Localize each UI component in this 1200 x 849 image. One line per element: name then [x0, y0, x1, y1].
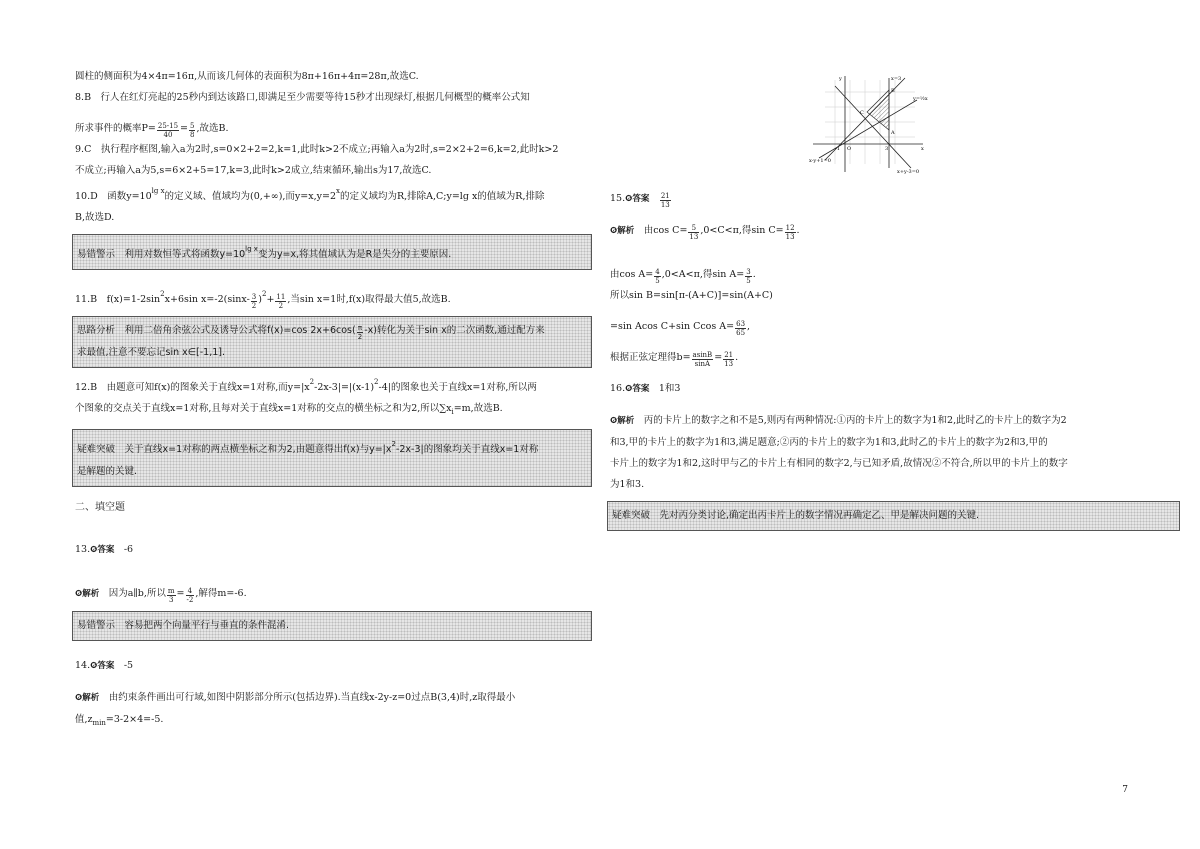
q16-answer [610, 378, 1180, 400]
text: 答案 [97, 661, 115, 671]
numerator: 5 [190, 122, 195, 130]
denominator: 5 [655, 277, 660, 285]
subscript: min [92, 719, 106, 727]
text: 根据正弦定理得b= [610, 352, 691, 363]
text: 解析 [617, 226, 635, 236]
text: 10.D 函数y=10 [75, 191, 152, 202]
text: . [735, 352, 739, 363]
q8-answer-line [75, 118, 592, 139]
fraction [723, 351, 734, 368]
spacer [75, 108, 592, 118]
text: ,当sin x=1时,f(x)取得最大值5,故选B. [287, 294, 451, 305]
spacer [75, 561, 592, 583]
text: 思路分析 利用二倍角余弦公式及诱导公式将f(x)=cos 2x+6cos [77, 325, 352, 336]
answer-label: ❻答案 [625, 384, 650, 394]
text: 答案 [97, 545, 115, 555]
text: 易错警示 利用对数恒等式将函数y=10 [77, 249, 246, 260]
text: -2x-3|的图象均关于直线x=1对称 [395, 444, 539, 455]
box-text: 疑难突破 先对丙分类讨论,确定出丙卡片上的数字情况再确定乙、甲是解决问题的关键. [612, 510, 980, 521]
question-number: 15. [610, 193, 626, 204]
numerator: π [357, 324, 363, 332]
error-warning-box [72, 611, 592, 641]
spacer [610, 337, 1180, 347]
text: 的定义域、值域均为(0,+∞),而y=x,y=2 [164, 191, 336, 202]
fraction [189, 122, 195, 139]
superscript: lg x [151, 187, 165, 195]
text: 的定义域均为R,排除A,C;y=lg x的值域为R,排除 [339, 191, 545, 202]
q15-analysis-3: 所以sin B=sin[π-(A+C)]=sin(A+C) [610, 290, 773, 301]
text: 答案 [632, 384, 650, 394]
text: 由cos C= [643, 225, 688, 236]
label-O: O [847, 146, 852, 152]
answer-value: 1和3 [658, 383, 681, 394]
text: x+6sin x=-2 [164, 294, 224, 305]
text: =sin Acos C+sin Ccos A= [610, 321, 735, 332]
text: 11.B f(x)=1-2sin [75, 294, 161, 305]
error-warning-box [72, 234, 592, 270]
text: 12.B 由题意可知f(x)的图象关于直线x=1对称,而y=|x [75, 382, 310, 393]
text: = [180, 123, 189, 134]
fraction [275, 293, 286, 310]
text: 因为a∥b,所以 [108, 588, 166, 599]
text: 解析 [617, 416, 635, 426]
page-number: 7 [1122, 785, 1128, 795]
spacer [610, 306, 1180, 316]
fraction [688, 224, 699, 241]
question-number: 13. [75, 544, 91, 555]
numerator: 25-15 [157, 122, 179, 130]
box-text: 求最值,注意不要忘记sin x∈[-1,1]. [77, 347, 226, 358]
q15-analysis-4 [610, 316, 1180, 337]
spacer [75, 677, 592, 687]
text: ,0<A<π,得sin A= [661, 269, 745, 280]
left-column [75, 66, 592, 734]
text: =3-2×4=-5. [105, 714, 164, 725]
denominator: 40 [163, 131, 173, 139]
numerator: 21 [660, 192, 670, 200]
answer-label: ❻答案 [90, 545, 115, 555]
text: 转化为关于sin x的二次函数,通过配方来 [376, 325, 545, 336]
fraction [357, 324, 363, 341]
superscript: 2 [261, 290, 267, 298]
difficulty-box [72, 429, 592, 487]
denominator: 65 [736, 329, 746, 337]
spacer [610, 400, 1180, 410]
analysis-box [72, 316, 592, 368]
answer-value: -5 [123, 660, 134, 671]
q8-line: 8.B 行人在红灯亮起的25秒内到达该路口,即满足至少需要等待15秒才出现绿灯,根据几何概型的概率公式知 [75, 92, 530, 103]
q9-line: 9.C 执行程序框图,输入a为2时,s=0×2+2=2,k=1,此时k>2不成立;再输入a为2时,s=2×2+2=6,k=2,此时k>2 [75, 144, 559, 155]
q16-analysis-4: 为1和3. [610, 479, 645, 490]
text: 答案 [632, 194, 650, 204]
q10-line-2: B,故选D. [75, 212, 115, 223]
subscript: i [451, 408, 454, 416]
label-B: B [891, 88, 895, 94]
fraction [654, 268, 660, 285]
text: 值,z [75, 714, 93, 725]
q14-analysis [75, 687, 592, 709]
denominator: -2 [186, 596, 194, 604]
analysis-label: ❻解析 [75, 693, 100, 703]
q14-answer [75, 655, 592, 677]
q9-line-2: 不成立;再输入a为5,s=6×2+5=17,k=3,此时k>2成立,结束循环,输出s为17,故选C. [75, 165, 432, 176]
answer-value: -6 [123, 544, 134, 555]
text: 由cos A= [610, 269, 654, 280]
q12-line [75, 372, 592, 398]
label-3: 3 [885, 146, 889, 152]
text: 解析 [82, 589, 100, 599]
text: , [747, 321, 751, 332]
fraction [167, 587, 176, 604]
numerator: 63 [736, 320, 746, 328]
denominator: 5 [746, 277, 751, 285]
denominator: 13 [689, 233, 699, 241]
text: . [752, 269, 756, 280]
numerator: 21 [724, 351, 734, 359]
text: =m,故选B. [453, 403, 503, 414]
text: (sinx- [223, 294, 250, 305]
label-half: y=½x [913, 96, 928, 102]
fraction [745, 268, 751, 285]
label-A: A [891, 130, 895, 136]
q13-answer [75, 539, 592, 561]
label-C: C [860, 110, 864, 116]
text: 解析 [82, 693, 100, 703]
text-line: 圆柱的侧面积为4×4π=16π,从而该几何体的表面积为8π+16π+4π=28π,故选C. [75, 71, 419, 82]
text: 所求事件的概率P= [75, 123, 156, 134]
label-minus-1: -1 [835, 146, 840, 152]
text: ( [352, 325, 356, 336]
numerator: asinB [692, 351, 713, 359]
text: 丙的卡片上的数字之和不是5,则丙有两种情况:①丙的卡片上的数字为1和2,此时乙的卡片上的数字为2 [643, 415, 1067, 426]
fraction [735, 320, 746, 337]
q13-analysis [75, 583, 592, 605]
numerator: 4 [186, 587, 195, 596]
label-x: x [921, 146, 924, 152]
label-x3: x=3 [891, 76, 902, 82]
fraction [692, 351, 714, 368]
box-text [77, 238, 587, 266]
analysis-label: ❻解析 [75, 589, 100, 599]
spacer [75, 645, 592, 655]
q16-analysis-2: 和3,甲的卡片上的数字为1和3,满足题意;②丙的卡片上的数字为1和3,此时乙的卡片上的数字为2和3,甲的 [610, 437, 1048, 448]
label-line2: x+y-3=0 [897, 169, 920, 175]
text: -x) [364, 325, 377, 336]
denominator: 2 [251, 302, 257, 310]
analysis-label: ❻解析 [610, 416, 635, 426]
text: 疑难突破 关于直线x=1对称的两点横坐标之和为2,由题意得出f(x)与y=|x [77, 444, 392, 455]
text: 由约束条件画出可行域,如图中阴影部分所示(包括边界).当直线x-2y-z=0过点B(3,4)时,z取得最小 [108, 692, 516, 703]
fraction [157, 122, 179, 139]
superscript: 2 [391, 440, 396, 448]
denominator: 13 [724, 360, 734, 368]
q16-analysis-1 [610, 410, 1180, 432]
box-text: 易错警示 容易把两个向量平行与垂直的条件混淆. [77, 620, 290, 631]
text: -4|的图象也关于直线x=1对称,所以两 [378, 382, 537, 393]
spacer [610, 368, 1180, 378]
numerator: 4 [655, 268, 660, 276]
figure-svg [805, 72, 935, 176]
summation: ∑x [439, 403, 452, 414]
fraction [251, 293, 257, 310]
superscript: 2 [374, 378, 379, 386]
label-y: y [839, 76, 842, 82]
q14-analysis-2 [75, 709, 592, 734]
line-x-y-3 [835, 86, 911, 168]
section-heading: 二、填空题 [75, 502, 125, 513]
numerator: m [167, 587, 175, 595]
q11-line [75, 284, 592, 310]
feasible-region-figure [805, 72, 935, 176]
text: = [714, 352, 723, 363]
box-text [77, 433, 587, 461]
superscript: lg x [245, 245, 258, 253]
q12-line-2 [75, 398, 592, 423]
fraction [660, 192, 671, 209]
superscript: 2 [309, 378, 315, 386]
text: ) [258, 294, 262, 305]
numerator: 12 [785, 224, 795, 232]
box-text [77, 320, 587, 342]
numerator: 3 [746, 268, 751, 276]
text: ,故选B. [196, 123, 229, 134]
denominator: sinA [694, 360, 711, 368]
question-number: 16. [610, 383, 626, 394]
numerator: 11 [276, 293, 286, 301]
denominator: 2 [278, 302, 284, 310]
denominator: 13 [660, 201, 670, 209]
text: 个图象的交点关于直线x=1对称,且每对关于直线x=1对称的交点的横坐标之和为2,所以 [75, 403, 440, 414]
denominator: 3 [168, 596, 174, 604]
denominator: 13 [785, 233, 795, 241]
q15-analysis-5 [610, 347, 1180, 368]
numerator: 3 [251, 293, 257, 301]
spacer [75, 529, 592, 539]
difficulty-box [607, 501, 1180, 531]
analysis-label: ❻解析 [610, 226, 635, 236]
box-text: 是解题的关键. [77, 466, 138, 477]
text: ,0<C<π,得sin C= [700, 225, 784, 236]
spacer [610, 210, 1180, 220]
text: -2x-3|=|(x-1) [314, 382, 375, 393]
text: 变为y=x,将其值域认为是R是失分的主要原因. [257, 249, 452, 260]
fraction [785, 224, 796, 241]
q15-analysis-1 [610, 220, 1180, 242]
q15-answer [610, 188, 1180, 210]
spacer [610, 242, 1180, 264]
text: = [176, 588, 185, 599]
fraction [186, 587, 195, 604]
superscript: 2 [160, 290, 165, 298]
text: . [796, 225, 800, 236]
numerator: 5 [688, 224, 699, 233]
text: ,解得m=-6. [195, 588, 247, 599]
question-number: 14. [75, 660, 91, 671]
answer-label: ❻答案 [625, 194, 650, 204]
denominator: 8 [190, 131, 195, 139]
text: + [266, 294, 275, 305]
denominator: 2 [357, 333, 363, 341]
superscript: x [336, 187, 340, 195]
q16-analysis-3: 卡片上的数字为1和2,这时甲与乙的卡片上有相同的数字2,与已知矛盾,故情况②不符合,所以甲的卡片上的数字 [610, 458, 1068, 469]
q15-analysis-2 [610, 264, 1180, 285]
q10-line [75, 181, 592, 207]
answer-label: ❻答案 [90, 661, 115, 671]
spacer [75, 274, 592, 284]
right-column [610, 188, 1180, 535]
label-line1: x-y+1=0 [809, 158, 831, 164]
line-y-half-x [819, 100, 917, 158]
